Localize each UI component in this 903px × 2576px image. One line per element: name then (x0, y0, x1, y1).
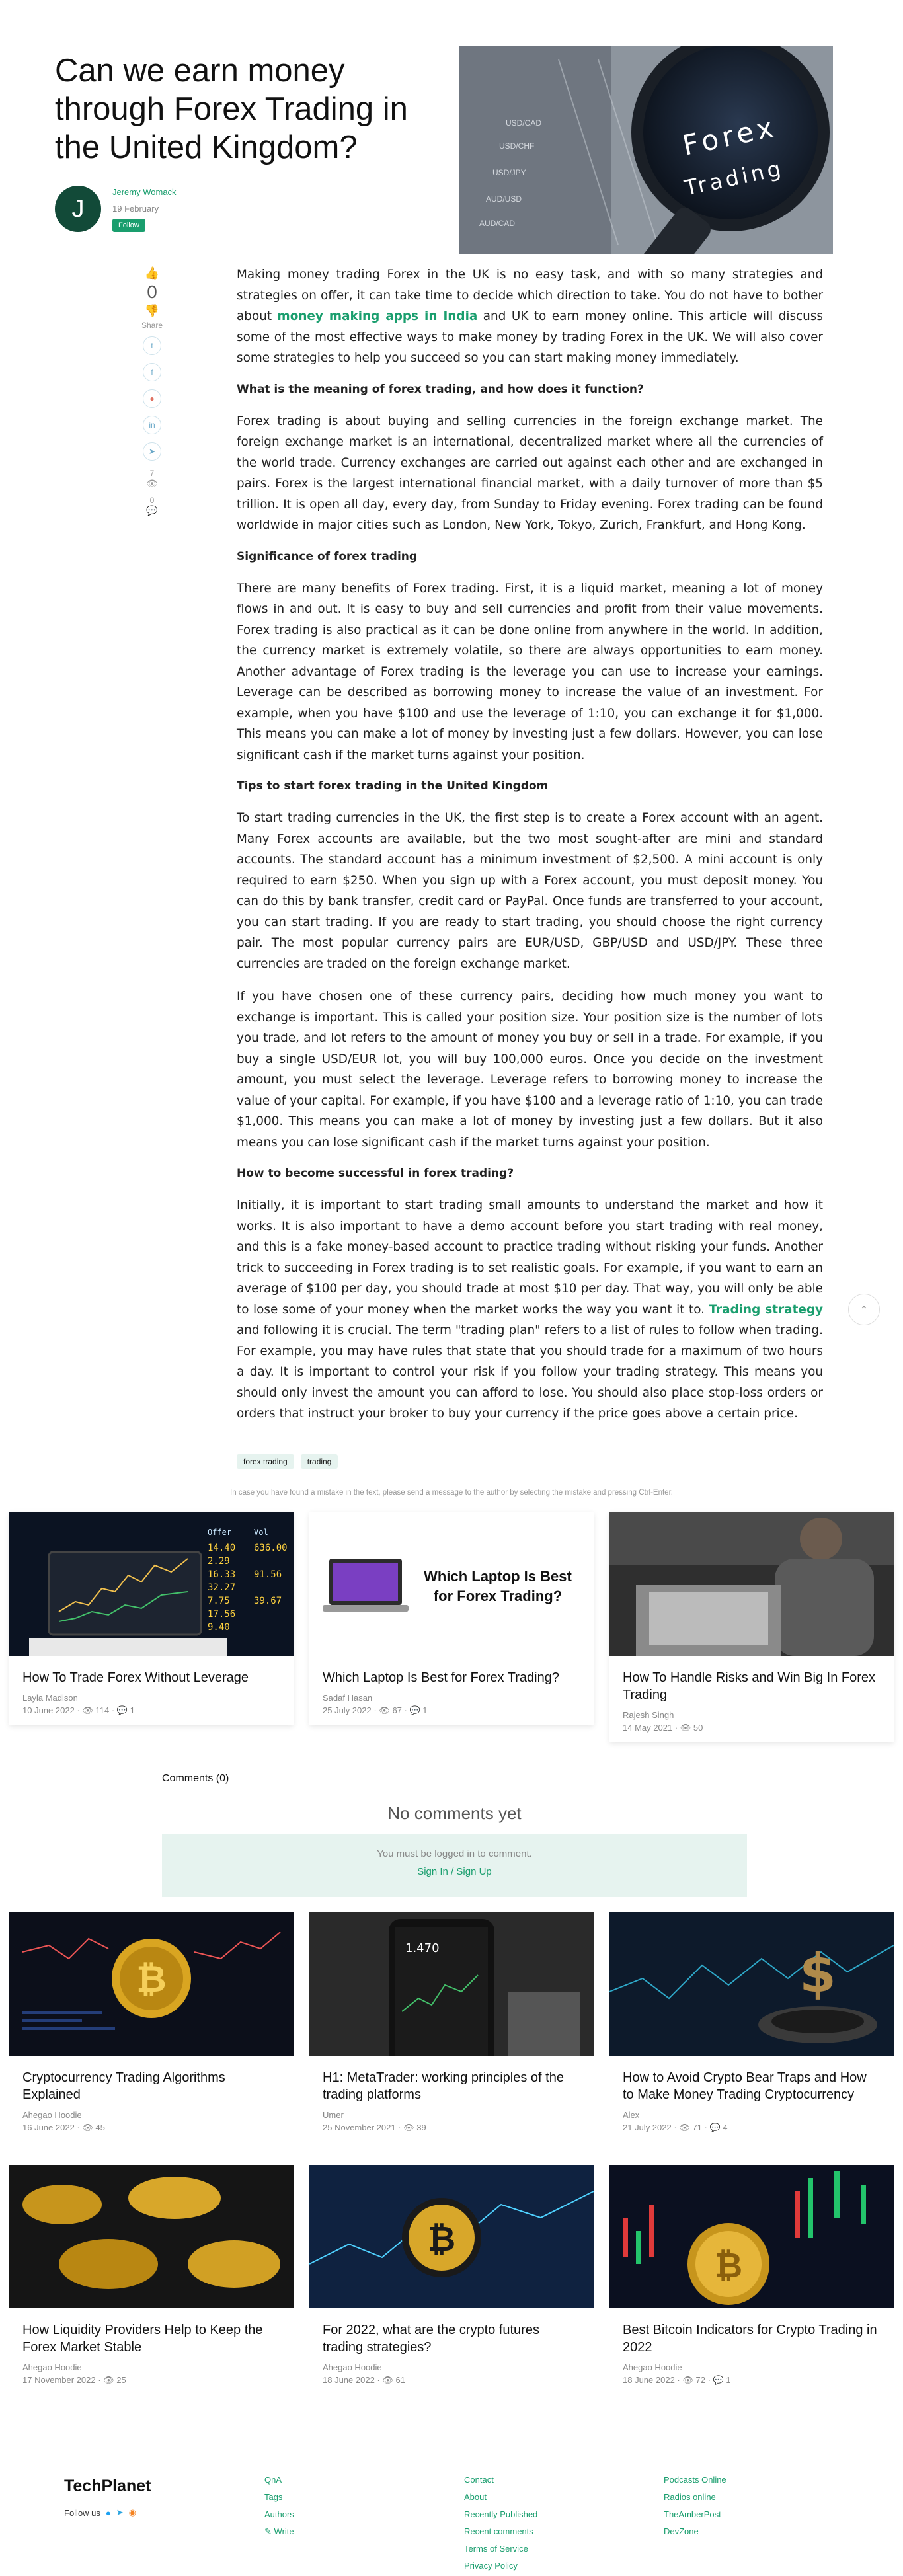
card-title[interactable]: Cryptocurrency Trading Algorithms Explained (22, 2070, 225, 2102)
footer-link[interactable]: TheAmberPost (664, 2509, 721, 2519)
footer-link[interactable]: QnA (264, 2475, 282, 2485)
article-header (0, 0, 903, 251)
view-count: 7 (149, 469, 155, 478)
ticker-value: 17.56 (208, 1609, 236, 1620)
rss-icon[interactable]: ◉ (128, 2507, 137, 2517)
pair-label: USD/CHF (499, 141, 535, 151)
comment-icon[interactable]: 💬 (146, 505, 158, 516)
section-heading: Significance of forex trading (237, 549, 418, 563)
card-title[interactable]: H1: MetaTrader: working principles of the trading platforms (323, 2070, 564, 2102)
footer-column (664, 2472, 726, 2540)
paragraph: Forex trading is about buying and selling currencies in the foreign exchange market. The foreign exchange market is an international, decentralized market where all the currencies of the world trade. Currency exchanges are carried out against each other and are exchanged in pairs. Forex is the largest international financial market, with a daily turnover of more than $5 trillion. It is open all day, every day, from Sunday to Friday evening. Forex trading can be found worldwide in major cities such as London, New York, Tokyo, Zurich, Frankfurt, and Hong Kong. (237, 414, 823, 532)
card-author[interactable]: Sadaf Hasan (323, 1693, 373, 1703)
card-author[interactable]: Ahegao Hoodie (323, 2362, 382, 2372)
follow-button[interactable]: Follow (112, 219, 145, 232)
article-title: Can we earn money through Forex Trading in the United Kingdom? (55, 53, 408, 165)
card-meta: 17 November 2022 · 👁 25 (22, 2375, 126, 2385)
svg-text:$: $ (799, 1943, 836, 2004)
phone-price: 1.470 (405, 1941, 440, 1955)
twitter-icon[interactable]: ● (105, 2507, 111, 2518)
ticker-value: 32.27 (208, 1582, 236, 1593)
site-footer (0, 2446, 903, 2576)
ticker-value: 9.40 (208, 1622, 230, 1633)
eye-icon: 👁 (82, 2123, 93, 2132)
hero-image (459, 46, 833, 254)
card-title[interactable]: How To Trade Forex Without Leverage (22, 1670, 249, 1685)
tag-chip[interactable]: forex trading (237, 1454, 294, 1469)
eye-icon: 👁 (146, 478, 158, 488)
card-meta: 25 November 2021 · 👁 39 (323, 2123, 426, 2132)
eye-icon: 👁 (682, 2375, 693, 2385)
footer-link[interactable]: Radios online (664, 2492, 716, 2502)
follow-label: Follow us (64, 2507, 100, 2518)
hero-text-forex: Forex (680, 110, 780, 162)
forex-magnifier-illustration (459, 46, 833, 254)
footer-link[interactable]: Terms of Service (464, 2544, 528, 2554)
card-author[interactable]: Rajesh Singh (623, 1710, 674, 1720)
comment-icon: 💬 (116, 1705, 128, 1715)
card-author[interactable]: Ahegao Hoodie (22, 2362, 82, 2372)
telegram-icon[interactable]: ➤ (116, 2507, 124, 2517)
ticker-value: 16.33 (208, 1569, 236, 1580)
paragraph: To start trading currencies in the UK, the first step is to create a Forex account with an agent. Many Forex accounts are available, but the two most sought-after are mini and standard accounts. The standard account has a minimum investment of $2,500. A mini account is only required to earn $250. When you sign up with a Forex account, you must deposit money. You can do this by bank transfer, credit card or PayPal. Once funds are transferred to your account, you can start trading. If you are ready to start trading, you should choose the right currency pair. The most popular currency pairs are EUR/USD, GBP/USD and USD/JPY. These three currencies are traded on the foreign exchange market. (237, 811, 823, 971)
footer-link[interactable]: Recently Published (464, 2509, 538, 2519)
reddit-share-icon[interactable]: ● (143, 389, 161, 408)
section-heading: How to become successful in forex trading? (237, 1167, 514, 1180)
login-note: You must be logged in to comment. (377, 1848, 532, 1859)
telegram-share-icon[interactable]: ➤ (143, 442, 161, 461)
dislike-icon[interactable]: 👎 (144, 304, 160, 317)
card-title[interactable]: Best Bitcoin Indicators for Crypto Trading in 2022 (623, 2323, 877, 2355)
comment-icon: 💬 (409, 1705, 420, 1715)
article-body (237, 264, 823, 1436)
card-meta: 21 July 2022 · 👁 71 · 💬 4 (623, 2123, 728, 2132)
eye-icon: 👁 (680, 1723, 691, 1733)
social-sidebar (139, 266, 165, 516)
ticker-value: 7.75 (208, 1596, 230, 1606)
author-avatar[interactable]: J (55, 186, 101, 232)
like-icon[interactable]: 👍 (144, 266, 160, 280)
comment-icon: 💬 (713, 2375, 724, 2385)
card-author[interactable]: Alex (623, 2110, 640, 2120)
paragraph: If you have chosen one of these currency pairs, deciding how much money you want to exchange is important. This is called your position size. Your position size is the number of lots you trade, and lot refers to the amount of money you buy or sell in a trade. For example, if you buy a single USD/EUR lot, you will buy 100,000 euros. Once you decide on the investment amount, you must select the leverage. Leverage refers to borrowing money to increase the value of your capital. For example, if you have $100 and a leverage ratio of 1:10, you can trade $1,000. This means you can make a lot of money by investing just a few dollars. But it also means you can lose significant cash if the market turns against your position. (237, 990, 823, 1150)
comments-heading: Comments (0) (162, 1773, 229, 1784)
no-comments-text: No comments yet (387, 1803, 522, 1823)
footer-follow (64, 2507, 136, 2518)
bear-trap-illustration (609, 1912, 894, 2056)
inline-link[interactable]: money making apps in India (277, 309, 478, 323)
laptop-typing-illustration (609, 1512, 894, 1656)
linkedin-share-icon[interactable]: in (143, 416, 161, 434)
card-title[interactable]: Which Laptop Is Best for Forex Trading? (323, 1670, 559, 1685)
card-image (609, 1512, 894, 1656)
footer-link[interactable]: Authors (264, 2509, 294, 2519)
card-image (9, 2165, 294, 2308)
login-prompt (162, 1834, 747, 1897)
ticker-value: 14.40 (208, 1543, 236, 1553)
twitter-share-icon[interactable]: t (143, 336, 161, 355)
article-card[interactable] (9, 2165, 294, 2386)
card-meta: 18 June 2022 · 👁 72 · 💬 1 (623, 2375, 731, 2385)
eye-icon: 👁 (379, 1705, 390, 1715)
footer-link[interactable]: ✎ Write (264, 2526, 294, 2536)
scroll-to-top-button[interactable] (848, 1294, 880, 1325)
trading-screen-illustration (9, 1512, 294, 1656)
svg-text:₿: ₿ (136, 1958, 167, 2001)
card-image (9, 1912, 294, 2056)
footer-link[interactable]: DevZone (664, 2526, 699, 2536)
pair-label: USD/JPY (492, 168, 526, 177)
article-card[interactable] (309, 2165, 594, 2386)
inline-link[interactable]: Trading strategy (709, 1302, 823, 1317)
gold-coins-illustration (9, 2165, 294, 2308)
facebook-share-icon[interactable]: f (143, 363, 161, 381)
footer-link[interactable]: Podcasts Online (664, 2475, 726, 2485)
card-author[interactable]: Ahegao Hoodie (22, 2110, 82, 2120)
card-image (309, 1912, 594, 2056)
comment-icon: 💬 (709, 2123, 721, 2132)
footer-link[interactable]: Tags (264, 2492, 283, 2502)
phone-trading-illustration (309, 1912, 594, 2056)
card-image (309, 1512, 594, 1656)
paragraph: Making money trading Forex in the UK is no easy task, and with so many strategies and strategies on offer, it can take time to decide which direction to take. You do not have to bother about money making apps in India and UK to earn money online. This article will discuss some of the most effective ways to make money by trading Forex in the UK. We will also cover some strategies to help you succeed so you can start making money immediately. (237, 268, 823, 365)
paragraph: There are many benefits of Forex trading. First, it is a liquid market, meaning a lot of money flows in and out. It is easy to buy and sell currencies and profit from their value movements. Forex trading is also practical as it can be done online from anywhere in the world. In addition, the currency market is extremely volatile, so there are always opportunities to earn money. Another advantage of Forex trading is the leverage you can use to increase your earnings. Leverage can be described as borrowing money to increase the value of an investment. For example, when you have $100 and use the leverage of 1:10, you can exchange it for $1,000. This means you can make a lot of money by investing just a few dollars. However, you can lose significant cash if the market turns against your position. (237, 581, 823, 762)
card-meta: 16 June 2022 · 👁 45 (22, 2123, 105, 2132)
related-card[interactable] (9, 1512, 294, 1725)
crypto-futures-illustration (309, 2165, 594, 2308)
article-card[interactable] (9, 1912, 294, 2133)
eye-icon: 👁 (382, 2375, 393, 2385)
svg-text:₿: ₿ (427, 2220, 456, 2259)
paragraph: Initially, it is important to start trading small amounts to understand the market and how it works. It is also important to have a demo account before you start trading with real money, and this is a fake money-based account to practice trading without risking your funds. Another trick to succeeding in Forex trading is to set realistic goals. For example, if you want to earn an average of $100 per day, you should trade at most $10 per day. That way, you will only be able to lose some of your money when the market works the way you want it to. Trading strategy and following it is crucial. The term "trading plan" refers to a list of rules to follow when trading. For example, you may have rules that state that you should trade for a maximum of two hours a day. It is important to control your risk if you follow your trading strategy. This means you should only invest the amount you can afford to lose. You should also place stop-loss orders or orders that instruct your broker to buy your currency if the price goes above a certain price. (237, 1198, 823, 1421)
share-label: Share (141, 321, 163, 330)
ticker-header: Vol (254, 1528, 268, 1537)
card-title[interactable]: For 2022, what are the crypto futures trading strategies? (323, 2323, 539, 2355)
tag-chip[interactable]: trading (301, 1454, 338, 1469)
card-meta: 10 June 2022 · 👁 114 · 💬 1 (22, 1705, 135, 1715)
eye-icon: 👁 (82, 1705, 93, 1715)
footer-column (464, 2472, 537, 2575)
card-author[interactable]: Ahegao Hoodie (623, 2362, 682, 2372)
pair-label: AUD/USD (486, 194, 522, 204)
card-meta: 25 July 2022 · 👁 67 · 💬 1 (323, 1705, 428, 1715)
publish-date: 19 February (112, 204, 159, 214)
card-image (9, 1512, 294, 1656)
card-image (609, 2165, 894, 2308)
ticker-value: 636.00 (254, 1543, 288, 1553)
related-card[interactable] (609, 1512, 894, 1742)
article-card[interactable] (609, 1912, 894, 2133)
article-card[interactable] (309, 1912, 594, 2133)
card-meta: 14 May 2021 · 👁 50 (623, 1723, 703, 1733)
ticker-header: Offer (208, 1528, 232, 1537)
mistake-note: In case you have found a mistake in the text, please send a message to the author by selecting the mistake and pressing Ctrl-Enter. (230, 1489, 673, 1497)
footer-link[interactable]: Contact (464, 2475, 494, 2485)
laptop-illustration (309, 1512, 594, 1656)
image-caption: for Forex Trading? (433, 1588, 563, 1604)
pair-label: AUD/CAD (479, 219, 516, 228)
card-image (609, 1912, 894, 2056)
image-caption: Which Laptop Is Best (424, 1568, 572, 1584)
footer-link[interactable]: Privacy Policy (464, 2561, 518, 2571)
tag-list (237, 1454, 338, 1469)
footer-column (264, 2472, 294, 2540)
card-title[interactable]: How to Avoid Crypto Bear Traps and How to Make Money Trading Cryptocurrency (623, 2070, 867, 2102)
pair-label: USD/CAD (506, 118, 542, 128)
eye-icon: 👁 (403, 2123, 414, 2132)
svg-text:₿: ₿ (714, 2246, 743, 2286)
related-card[interactable] (309, 1512, 594, 1725)
like-count: 0 (147, 282, 157, 302)
card-title[interactable]: How To Handle Risks and Win Big In Forex Trading (623, 1670, 876, 1702)
sign-in-link[interactable]: Sign In / Sign Up (417, 1866, 492, 1877)
card-image (309, 2165, 594, 2308)
card-meta: 18 June 2022 · 👁 61 (323, 2375, 405, 2385)
hero-text-trading: Trading (682, 155, 787, 201)
card-title[interactable]: How Liquidity Providers Help to Keep the Forex Market Stable (22, 2323, 263, 2355)
footer-brand[interactable]: TechPlanet (64, 2477, 151, 2495)
bitcoin-code-illustration (9, 1912, 294, 2056)
pencil-icon: ✎ (264, 2526, 272, 2536)
chevron-up-icon: ⌃ (859, 1303, 869, 1316)
card-author[interactable]: Layla Madison (22, 1693, 78, 1703)
bitcoin-candles-illustration (609, 2165, 894, 2308)
section-heading: What is the meaning of forex trading, and how does it function? (237, 382, 644, 396)
card-author[interactable]: Umer (323, 2110, 344, 2120)
footer-link[interactable]: About (464, 2492, 487, 2502)
author-name-link[interactable]: Jeremy Womack (112, 187, 177, 197)
ticker-value: 2.29 (208, 1556, 230, 1567)
ticker-value: 91.56 (254, 1569, 282, 1580)
article-card[interactable] (609, 2165, 894, 2386)
ticker-value: 39.67 (254, 1596, 282, 1606)
section-heading: Tips to start forex trading in the United Kingdom (237, 779, 549, 793)
comment-count: 0 (149, 496, 155, 505)
footer-link[interactable]: Recent comments (464, 2526, 533, 2536)
eye-icon: 👁 (103, 2375, 114, 2385)
eye-icon: 👁 (679, 2123, 690, 2132)
